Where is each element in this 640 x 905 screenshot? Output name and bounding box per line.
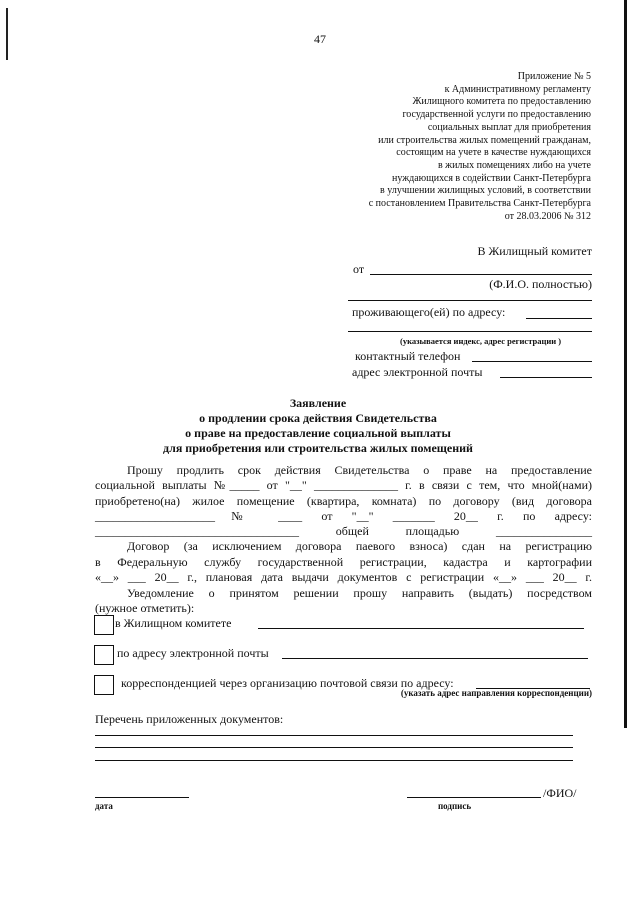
checkbox-committee[interactable] [94,615,114,635]
attachments-line-2[interactable] [95,747,573,748]
option-post-hint: (указать адрес направления корреспонденции) [400,688,592,698]
body-line-7: в Федеральную службу государственной регистрации, кадастра и картографии [95,555,592,569]
date-line[interactable] [95,797,189,798]
signature-line[interactable] [407,797,541,798]
phone-line[interactable] [472,361,592,362]
option-email-label: по адресу электронной почты [117,646,269,660]
appendix-line: к Административному регламенту [444,83,591,95]
body-line-1: Прошу продлить срок действия Свидетельства о праве на предоставление [127,463,592,477]
body-line-5: __________________________________ общей площадью ________________ [95,524,592,538]
attachments-line-3[interactable] [95,760,573,761]
addressee-to: В Жилищный комитет [477,244,592,258]
option-committee-label: в Жилищном комитете [115,616,232,630]
title-line: Заявление [289,396,347,410]
email-line[interactable] [500,377,592,378]
checkbox-email[interactable] [94,645,114,665]
appendix-line: от 28.03.2006 № 312 [504,210,591,222]
appendix-line: государственной услуги по предоставлению [402,109,591,121]
checkbox-post[interactable] [94,675,114,695]
body-line-8: «__» ___ 20__ г., плановая дата выдачи документов с регистрации «__» ___ 20__ г. [95,570,592,584]
date-label: дата [95,801,113,811]
fio-hint: (Ф.И.О. полностью) [489,277,592,291]
appendix-line: нуждающихся в содействии Санкт-Петербурга [391,172,591,184]
body-line-2: социальной выплаты №_____ от "__" ______________ г. в связи с тем, что мной(нами) [95,478,592,492]
phone-label: контактный телефон [355,349,461,363]
attachments-line-1[interactable] [95,735,573,736]
from-line[interactable] [370,274,592,275]
residing-line[interactable] [526,318,592,319]
attachments-label: Перечень приложенных документов: [95,712,284,726]
appendix-line: состоящим на учете в качестве нуждающихся [396,147,591,159]
address-line-1[interactable] [348,300,592,301]
body-line-9: Уведомление о принятом решении прошу направить (выдать) посредством [127,586,592,600]
email-label: адрес электронной почты [352,365,483,379]
title-line: для приобретения или строительства жилых помещений [163,441,473,455]
appendix-line: или строительства жилых помещений гражданам, [378,134,591,146]
page-number: 47 [314,32,326,46]
title-line: о праве на предоставление социальной выплаты [185,426,451,440]
appendix-line: Приложение № 5 [517,71,591,82]
option-committee-line[interactable] [258,628,584,629]
appendix-line: с постановлением Правительства Санкт-Петербурга [368,198,591,210]
option-email-line[interactable] [282,658,588,659]
appendix-line: Жилищного комитета по предоставлению [412,96,591,108]
title-line: о продлении срока действия Свидетельства [199,411,437,425]
appendix-line: в улучшении жилищных условий, в соответствии [380,185,591,197]
address-hint: (указывается индекс, адрес регистрации ) [400,336,562,346]
body-line-4: ____________________№ ____ от "__" _______ 20__ г. по адресу: [95,509,592,523]
signature-label: подпись [438,801,472,811]
body-line-6: Договор (за исключением договора паевого взноса) сдан на регистрацию [127,539,592,553]
fio-label: /ФИО/ [543,786,577,800]
document-title [40,396,596,456]
appendix-line: в жилых помещениях либо на учете [437,159,591,171]
appendix-header [369,71,591,223]
body-line-10: (нужное отметить): [95,601,195,615]
right-edge-mark [624,0,627,728]
appendix-line: социальных выплат для приобретения [427,121,591,133]
residing-label: проживающего(ей) по адресу: [352,305,506,319]
option-post-label: корреспонденцией через организацию почтовой связи по адресу: [121,676,454,690]
address-line-2[interactable] [348,331,592,332]
left-edge-mark [6,8,8,60]
from-label: от [353,262,365,276]
body-line-3: приобретено(на) жилое помещение (квартира, комната) по договору (вид договора [95,494,592,508]
